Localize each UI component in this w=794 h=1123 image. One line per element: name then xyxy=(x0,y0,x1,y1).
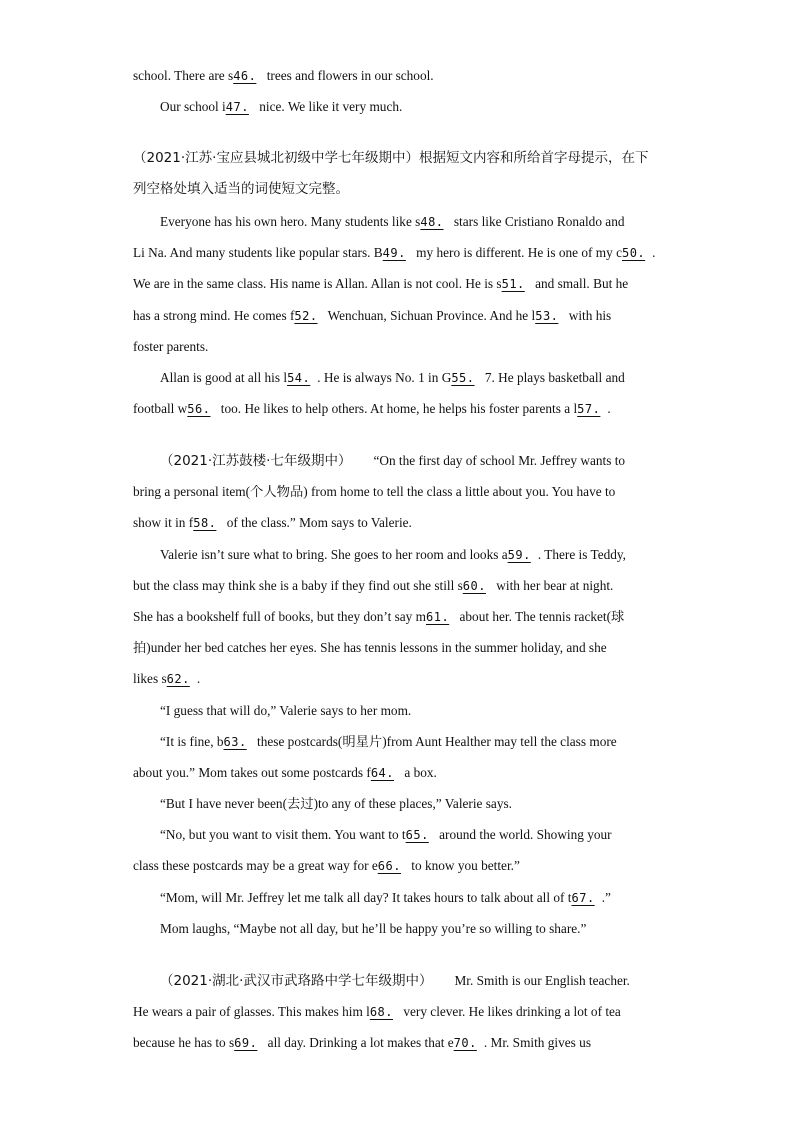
text-line: foster parents. xyxy=(133,338,209,354)
blank-53[interactable]: 53. xyxy=(535,308,559,323)
text-line: “No, but you want to visit them. You want to t65. around the world. Showing your xyxy=(133,819,657,850)
blank-62[interactable]: 62. xyxy=(166,672,190,687)
text-line: Li Na. And many students like popular stars. B49. my hero is different. He is one of my c50. . xyxy=(133,237,657,268)
text-line: Valerie isn’t sure what to bring. She goes to her room and looks a59. . There is Teddy, xyxy=(133,539,657,570)
text-line: Allan is good at all his l54. . He is always No. 1 in G55. 7. He plays basketball and xyxy=(133,362,657,393)
text-line: Our school i47. nice. We like it very much. xyxy=(133,91,657,122)
text-line: but the class may think she is a baby if they find out she still s60. with her bear at night. xyxy=(133,570,657,601)
text-line: about you.” Mom takes out some postcards f64. a box. xyxy=(133,757,657,788)
text-line: “But I have never been(去过)to any of these places,” Valerie says. xyxy=(160,796,512,812)
blank-65[interactable]: 65. xyxy=(405,828,429,843)
text-line: because he has to s69. all day. Drinking a lot makes that e70. . Mr. Smith gives us xyxy=(133,1027,657,1058)
text-line: “Mom, will Mr. Jeffrey let me talk all day? It takes hours to talk about all of t67. .” xyxy=(133,882,657,913)
text-line: 拍)under her bed catches her eyes. She has tennis lessons in the summer holiday, and she xyxy=(133,640,607,656)
blank-63[interactable]: 63. xyxy=(223,734,247,749)
text-line: Mom laughs, “Maybe not all day, but he’ll be happy you’re so willing to share.” xyxy=(160,920,587,936)
blank-68[interactable]: 68. xyxy=(369,1005,394,1020)
blank-64[interactable]: 64. xyxy=(370,765,395,780)
text-line: show it in f58. of the class.” Mom says to Valerie. xyxy=(133,507,657,538)
source-line: （2021·江苏·宝应县城北初级中学七年级期中）根据短文内容和所给首字母提示，在下 xyxy=(133,150,649,166)
text-line: school. There are s46. trees and flowers in our school. xyxy=(133,60,657,91)
blank-52[interactable]: 52. xyxy=(294,308,318,323)
passage3-body xyxy=(133,445,657,944)
blank-54[interactable]: 54. xyxy=(287,370,311,385)
passage3-source: （2021·江苏鼓楼·七年级期中） xyxy=(160,453,352,469)
text-line: （2021·湖北·武汉市武珞路中学七年级期中） Mr. Smith is our English teacher. xyxy=(160,973,630,989)
passage4-source: （2021·湖北·武汉市武珞路中学七年级期中） xyxy=(160,973,433,989)
text-line: has a strong mind. He comes f52. Wenchuan, Sichuan Province. And he l53. with his xyxy=(133,300,657,331)
blank-56[interactable]: 56. xyxy=(187,402,211,417)
blank-59[interactable]: 59. xyxy=(507,547,531,562)
text-line: Everyone has his own hero. Many students like s48. stars like Cristiano Ronaldo and xyxy=(133,206,657,237)
blank-67[interactable]: 67. xyxy=(571,890,595,905)
text-line: “I guess that will do,” Valerie says to her mom. xyxy=(160,702,412,718)
blank-70[interactable]: 70. xyxy=(453,1036,477,1051)
text-line: He wears a pair of glasses. This makes him l68. very clever. He likes drinking a lot of tea xyxy=(133,996,657,1027)
text-line: bring a personal item(个人物品) from home to tell the class a little about you. You have to xyxy=(133,484,616,500)
source-line: 列空格处填入适当的词使短文完整。 xyxy=(133,181,349,198)
passage2-source xyxy=(133,143,657,205)
blank-48[interactable]: 48. xyxy=(420,215,444,229)
passage4-body xyxy=(133,965,657,1059)
blank-58[interactable]: 58. xyxy=(193,516,217,531)
passage-end xyxy=(133,60,657,122)
text-line: class these postcards may be a great way for e66. to know you better.” xyxy=(133,850,657,881)
blank-46[interactable]: 46. xyxy=(233,69,257,83)
text-line: football w56. too. He likes to help others. At home, he helps his foster parents a l57. . xyxy=(133,393,657,424)
blank-61[interactable]: 61. xyxy=(426,609,450,624)
text-line: （2021·江苏鼓楼·七年级期中） “On the first day of school Mr. Jeffrey wants to xyxy=(160,453,626,469)
blank-49[interactable]: 49. xyxy=(382,246,406,261)
text-line: She has a bookshelf full of books, but they don’t say m61. about her. The tennis racket(球 xyxy=(133,601,657,632)
blank-51[interactable]: 51. xyxy=(501,277,525,292)
blank-60[interactable]: 60. xyxy=(462,578,486,593)
text-line: likes s62. . xyxy=(133,663,657,694)
blank-55[interactable]: 55. xyxy=(451,370,475,385)
blank-69[interactable]: 69. xyxy=(234,1036,258,1051)
blank-47[interactable]: 47. xyxy=(225,100,249,115)
text-line: We are in the same class. His name is Allan. Allan is not cool. He is s51. and small. But he xyxy=(133,268,657,299)
blank-57[interactable]: 57. xyxy=(577,402,601,417)
text-line: “It is fine, b63. these postcards(明星片)from Aunt Healther may tell the class more xyxy=(133,726,657,757)
blank-66[interactable]: 66. xyxy=(377,859,401,874)
passage2-body xyxy=(133,206,657,424)
blank-50[interactable]: 50. xyxy=(621,246,646,261)
